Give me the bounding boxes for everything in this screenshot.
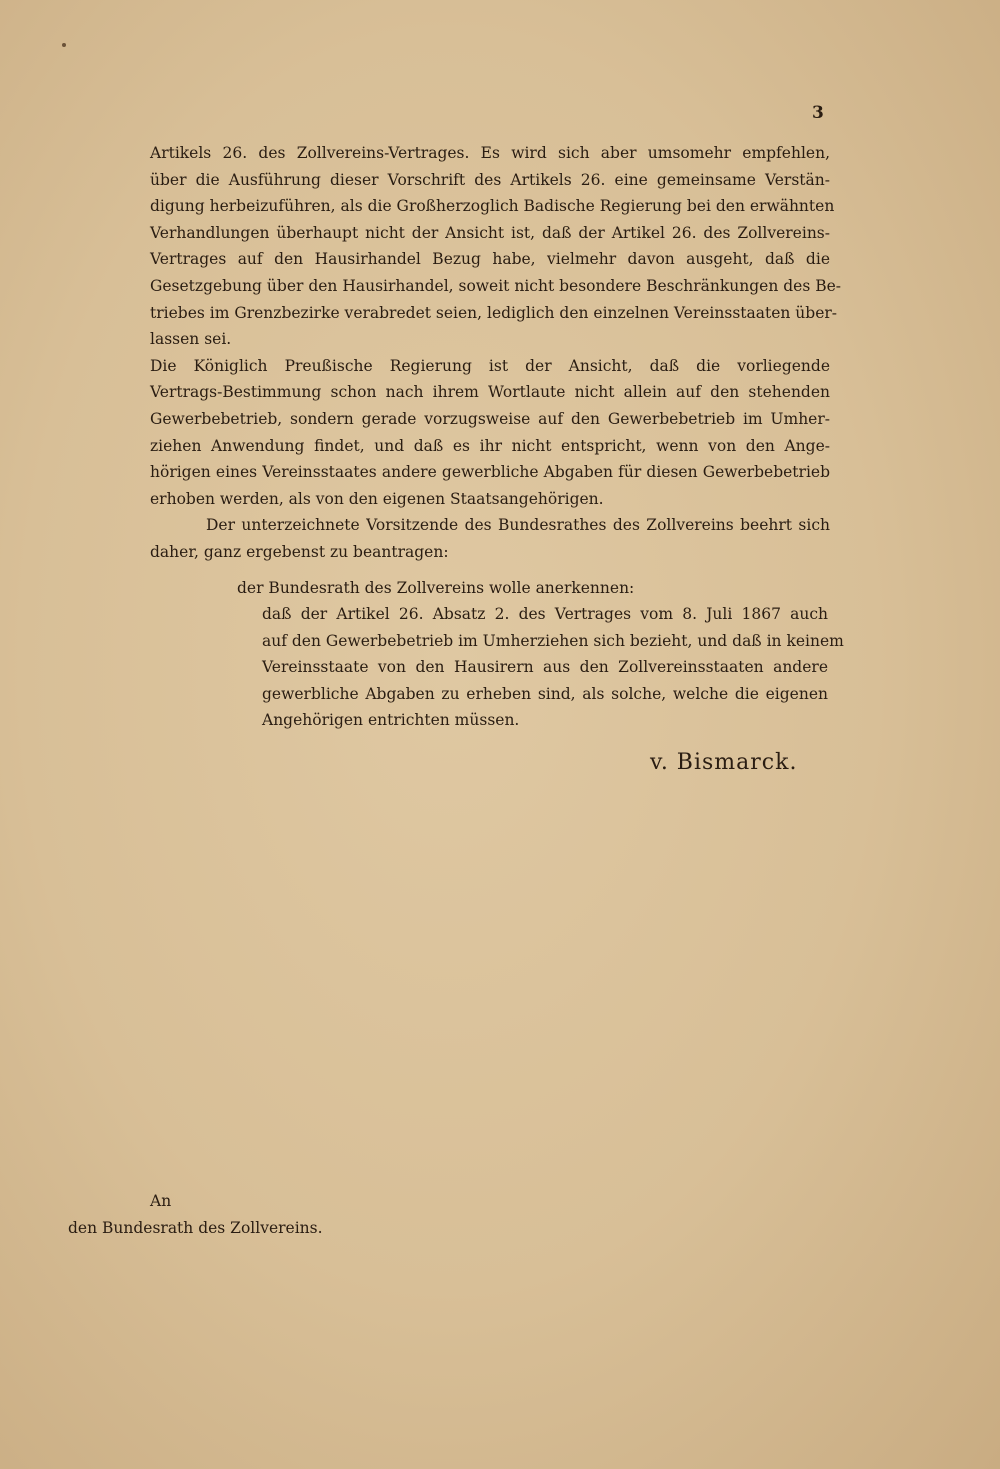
text-line: Gesetzgebung über den Hausirhandel, soweit nicht besondere Beschränkungen des Be- — [150, 276, 842, 295]
text-line: Vertrags-Bestimmung schon nach ihrem Wortlaute nicht allein auf den stehenden — [150, 383, 830, 402]
text-line: Verhandlungen überhaupt nicht der Ansicht ist, daß der Artikel 26. des Zollvereins- — [150, 223, 830, 242]
text-line: digung herbeizuführen, als die Großherzoglich Badische Regierung bei den erwähnten — [150, 197, 835, 216]
text-line: Vertrages auf den Hausirhandel Bezug habe, vielmehr davon ausgeht, daß die — [150, 250, 830, 269]
text-line: Die Königlich Preußische Regierung ist der Ansicht, daß die vorliegende — [150, 356, 830, 375]
proposal-line: Angehörigen entrichten müssen. — [262, 711, 520, 730]
text-line: Der unterzeichnete Vorsitzende des Bundesrathes des Zollvereins beehrt sich — [206, 516, 830, 535]
proposal-line: Vereinsstaate von den Hausirern aus den Zollvereinsstaaten andere — [262, 658, 828, 677]
text-line: über die Ausführung dieser Vorschrift des Artikels 26. eine gemeinsame Verstän- — [150, 170, 830, 189]
text-line: ziehen Anwendung findet, und daß es ihr nicht entspricht, wenn von den Ange- — [150, 436, 830, 455]
text-line: Artikels 26. des Zollvereins-Vertrages. Es wird sich aber umsomehr empfehlen, — [150, 144, 830, 162]
proposal-text — [262, 601, 844, 734]
proposal-line: auf den Gewerbebetrieb im Umherziehen sich bezieht, und daß in keinem — [262, 631, 844, 650]
page-number: 3 — [812, 103, 824, 123]
proposal-lead: der Bundesrath des Zollvereins wolle anerkennen: — [237, 579, 635, 597]
text-line: Gewerbebetrieb, sondern gerade vorzugsweise auf den Gewerbebetrieb im Umher- — [150, 409, 830, 428]
body-text — [150, 140, 842, 566]
text-line: daher, ganz ergebenst zu beantragen: — [150, 542, 449, 561]
proposal-line: daß der Artikel 26. Absatz 2. des Vertrages vom 8. Juli 1867 auch — [262, 605, 828, 623]
addressee-line: den Bundesrath des Zollvereins. — [68, 1218, 323, 1237]
addressee — [68, 1188, 323, 1241]
text-line: triebes im Grenzbezirke verabredet seien, lediglich den einzelnen Vereinsstaaten über- — [150, 303, 838, 322]
text-line: hörigen eines Vereinsstaates andere gewerbliche Abgaben für diesen Gewerbebetrieb — [150, 463, 830, 482]
signature: v. Bismarck. — [650, 750, 798, 775]
ink-speck — [62, 43, 66, 47]
addressee-line: An — [150, 1192, 172, 1210]
text-line: lassen sei. — [150, 330, 232, 349]
proposal-line: gewerbliche Abgaben zu erheben sind, als solche, welche die eigenen — [262, 684, 828, 703]
text-line: erhoben werden, als von den eigenen Staatsangehörigen. — [150, 489, 604, 508]
